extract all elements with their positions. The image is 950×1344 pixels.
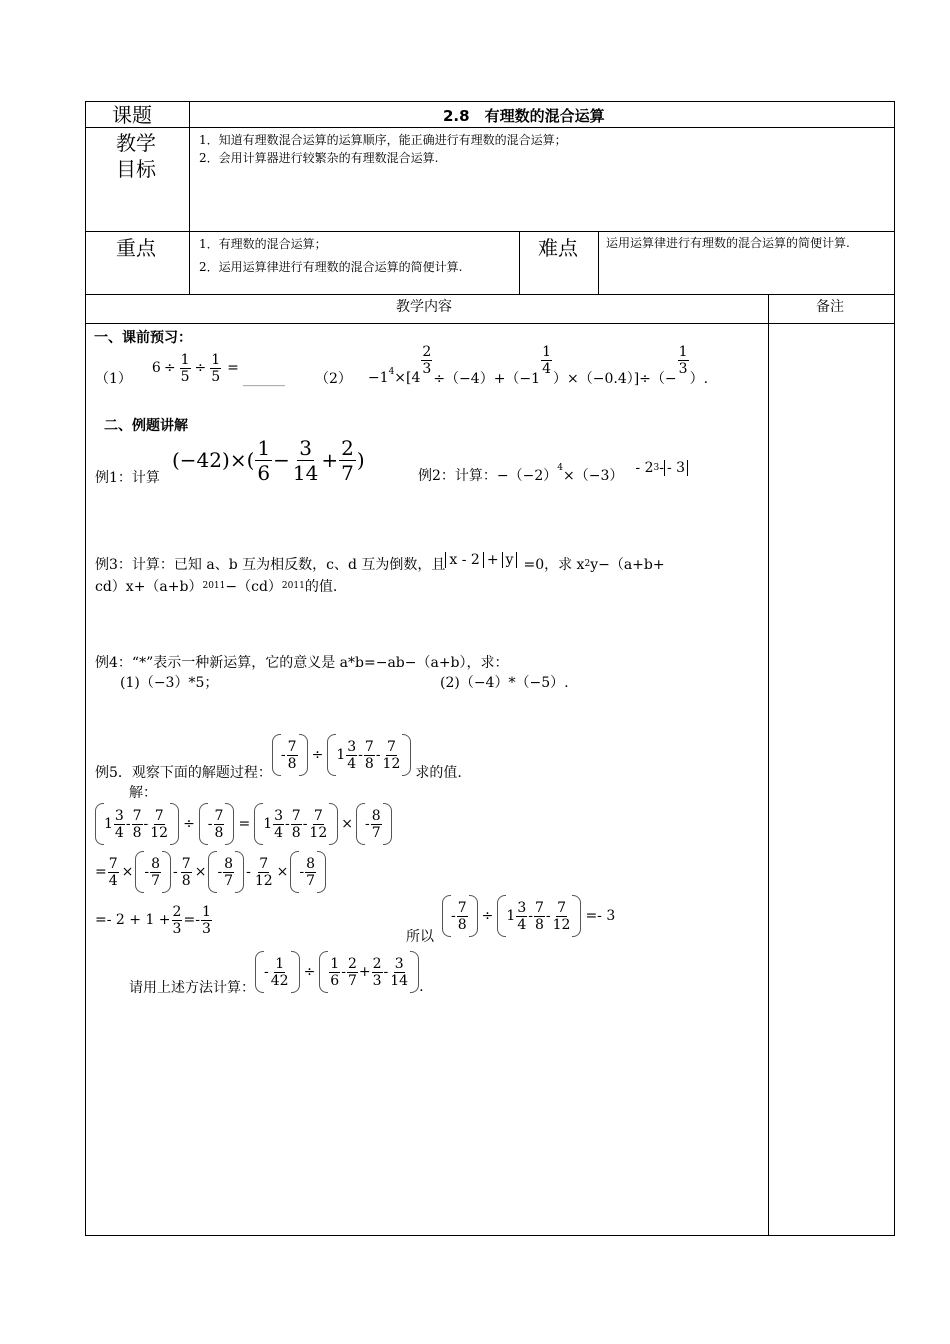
preview-heading: 一、课前预习： [94,330,192,346]
label-content: 教学内容 [396,299,452,315]
ex4-q1: (1)（−3）*5； [120,675,219,691]
ex5-step2: = $\frac{7}{4}$ × - $\frac{8}{7}$ - $\frac{7}{8}$ × - $\frac{8}{7}$ - $\frac{7}{12}$ × - $\frac{8}{7}$ [95,850,326,894]
label-difficult: 难点 [538,236,578,260]
ex3-line1: 例3：计算：已知 a、b 互为相反数，c、d 互为倒数，且 x - 2 + y =0，求 x 2 y−（a+b+ [95,552,665,573]
ex5-result: - $\frac{7}{8}$ ÷ 1 $\frac{3}{4}$ - $\frac{7}{8}$ - $\frac{7}{12}$ =- 3 [442,892,615,940]
ex3-line2: cd）x+（a+b） 2011 −（cd） 2011 的值. [95,579,338,595]
ex5-exercise: 请用上述方法计算： - $\frac{1}{42}$ ÷ $\frac{1}{6}$ - $\frac{2}{7}$ + $\frac{2}{3}$ - $\frac{3}{14}$ . [129,946,424,998]
ex4-q2: (2)（−4）*（−5）. [440,675,569,691]
key-point-1: 1．有理数的混合运算； [199,237,327,251]
ex5-solution-label: 解： [129,785,157,801]
difficult-point: 运用运算律进行有理数的混合运算的简便计算. [606,236,850,250]
label-key: 重点 [116,236,156,260]
label-objectives-2: 目标 [116,157,156,181]
page-title: 2.8 有理数的混合运算 [443,107,605,125]
ex5-so: 所以 [406,929,434,945]
label-objectives-1: 教学 [116,131,156,155]
ex5-step3: =- 2 + 1 + $\frac{2}{3}$ =- $\frac{1}{3}$ [95,903,211,937]
label-keti: 课题 [112,103,152,127]
ex5-statement: 例5．观察下面的解题过程： - $\frac{7}{8}$ ÷ 1 $\frac{3}{4}$ - $\frac{7}{8}$ - $\frac{7}{12}$ 求的值. [95,728,462,782]
key-point-2: 2．运用运算律进行有理数的混合运算的简便计算. [199,260,463,274]
ex4-line1: 例4：“*”表示一种新运算，它的意义是 a*b=−ab−（a+b），求： [95,655,509,671]
objective-1: 1．知道有理数混合运算的运算顺序，能正确进行有理数的混合运算； [199,133,567,147]
ex2-expression: 例2：计算：−（−2） $^4$ ×（−3） - 2 3 - - 3 [418,454,688,482]
examples-heading: 二、例题讲解 [104,418,188,434]
ex5-step1: 1 $\frac{3}{4}$ - $\frac{7}{8}$ - $\frac{7}{12}$ ÷ - $\frac{7}{8}$ = 1 $\frac{3}{4}$ - $\frac{7}{8}$ - $\frac{7}{12}$ × - $\frac{8}{7}$ [95,802,392,846]
preview-q1: （1） 6 ÷ $\frac{1}{5}$ ÷ $\frac{1}{5}$ = ______ [95,351,285,387]
objective-2: 2．会用计算器进行较繁杂的有理数混合运算. [199,151,439,165]
ex1-expression: (−42)×( 1 6 − $\frac{3}{14}$ + $\frac{2}{7}$ ) [172,435,365,485]
label-notes: 备注 [816,299,844,315]
preview-q2: （2） −1 $^4$ ×[4 $\frac{2}{3}$ ÷（−4）+（−1 $\frac{1}{4}$ ）×（−0.4）]÷（− $\frac{1}{3}$ ）. [315,343,709,387]
ex1-label: 例1：计算 [95,470,160,486]
